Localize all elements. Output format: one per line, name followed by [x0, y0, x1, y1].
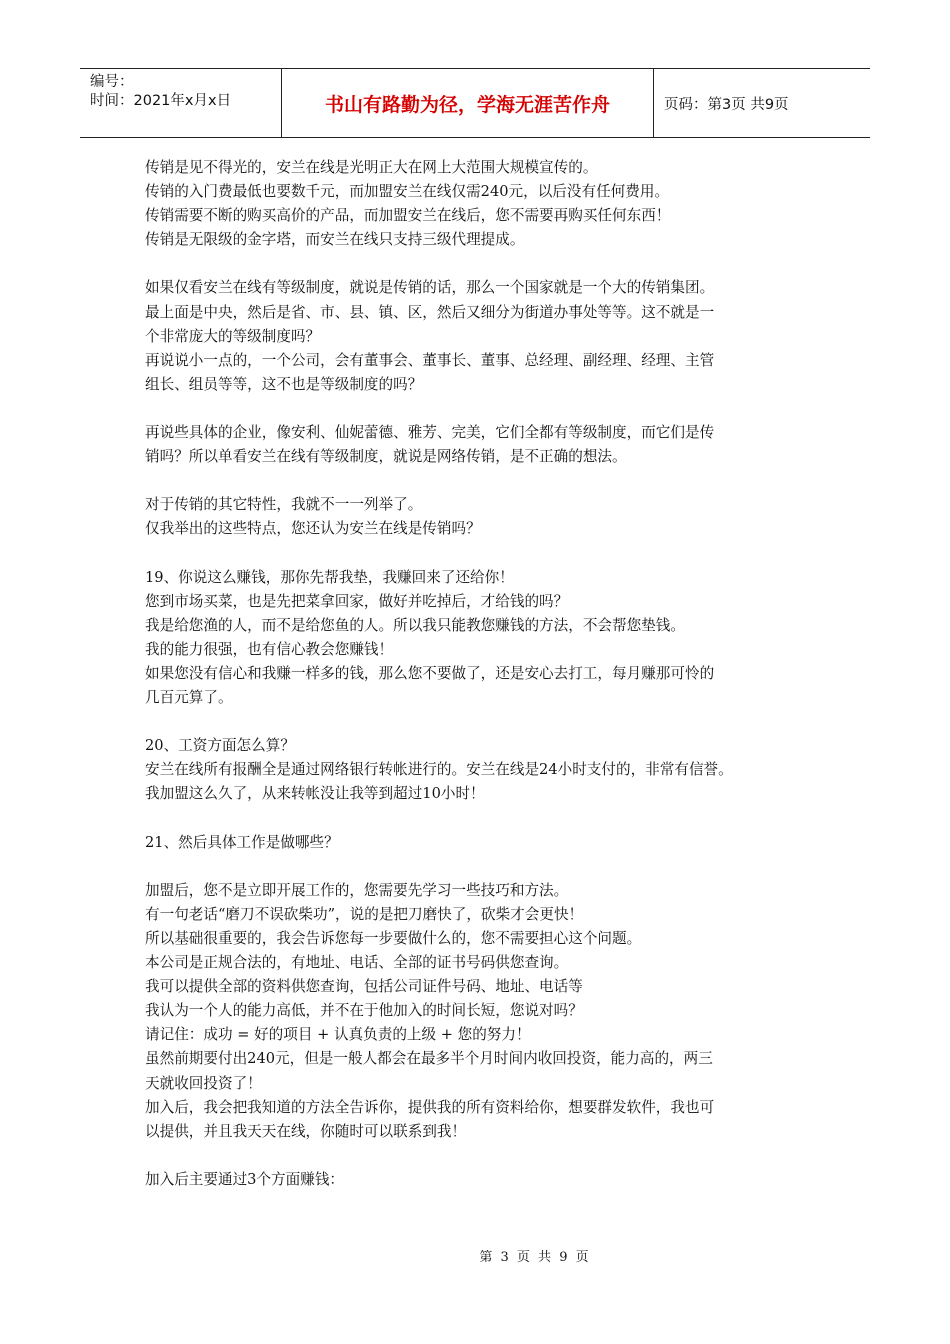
text-line: 虽然前期要付出240元，但是一般人都会在最多半个月时间内收回投资，能力高的，两三 [145, 1050, 713, 1068]
footer-page-number: 第 3 页 共 9 页 [479, 1250, 591, 1265]
text-line: 加入后主要通过3个方面赚钱： [145, 1170, 345, 1188]
text-line: 我认为一个人的能力高低，并不在于他加入的时间长短，您说对吗？ [145, 1002, 583, 1020]
text-line: 所以基础很重要的，我会告诉您每一步要做什么的，您不需要担心这个问题。 [145, 930, 642, 947]
paragraph-gap [145, 542, 825, 566]
time-label: 时间：2021年x月x日 [90, 93, 232, 109]
text-line: 仅我举出的这些特点，您还认为安兰在线是传销吗？ [145, 520, 481, 538]
text-line: 以提供，并且我天天在线，你随时可以联系到我！ [145, 1122, 467, 1140]
text-line: 再说说小一点的，一个公司，会有董事会、董事长、董事、总经理、副经理、经理、主管 [145, 351, 715, 369]
text-line: 天就收回投资了！ [145, 1074, 262, 1092]
paragraph-gap [145, 1144, 825, 1168]
paragraph-gap [145, 807, 825, 831]
text-line: 销吗？所以单看安兰在线有等级制度，就说是网络传销，是不正确的想法。 [145, 448, 627, 466]
text-line: 传销的入门费最低也要数千元，而加盟安兰在线仅需240元，以后没有任何费用。 [145, 183, 670, 201]
header-motto: 书山有路勤为径，学海无涯苦作舟 [282, 69, 654, 137]
text-line: 传销是见不得光的，安兰在线是光明正大在网上大范围大规模宣传的。 [145, 159, 598, 176]
text-line: 加入后，我会把我知道的方法全告诉你，提供我的所有资料给你，想要群发软件，我也可 [145, 1098, 715, 1116]
paragraph-gap [145, 469, 825, 493]
text-line: 我可以提供全部的资料供您查询，包括公司证件号码、地址、电话等 [145, 978, 583, 996]
page-footer [0, 1246, 950, 1265]
text-line: 组长、组员等等，这不也是等级制度的吗？ [145, 375, 423, 393]
document-body [145, 156, 825, 1192]
text-line: 20、工资方面怎么算？ [145, 737, 295, 755]
text-line: 19、你说这么赚钱，那你先帮我垫，我赚回来了还给你！ [145, 568, 514, 586]
page-header [80, 68, 870, 138]
paragraph-gap [145, 252, 825, 276]
text-line: 有一句老话“磨刀不误砍柴功”，说的是把刀磨快了，砍柴才会更快！ [145, 905, 584, 923]
text-line: 对于传销的其它特性，我就不一一列举了。 [145, 496, 423, 514]
text-line: 请记住：成功 = 好的项目 + 认真负责的上级 + 您的努力！ [145, 1026, 531, 1044]
text-line: 安兰在线所有报酬全是通过网络银行转帐进行的。安兰在线是24小时支付的，非常有信誉。 [145, 761, 733, 779]
text-line: 我加盟这么久了，从来转帐没让我等到超过10小时！ [145, 785, 485, 803]
serial-label: 编号： [90, 74, 134, 90]
text-line: 个非常庞大的等级制度吗？ [145, 327, 321, 345]
text-line: 传销需要不断的购买高价的产品，而加盟安兰在线后，您不需要再购买任何东西！ [145, 207, 671, 225]
header-page-label: 页码：第3页 共9页 [664, 96, 789, 113]
text-line: 如果您没有信心和我赚一样多的钱，那么您不要做了，还是安心去打工，每月赚那可怜的 [145, 664, 715, 682]
paragraph-gap [145, 397, 825, 421]
text-line: 如果仅看安兰在线有等级制度，就说是传销的话，那么一个国家就是一个大的传销集团。 [145, 279, 715, 297]
text-line: 我是给您渔的人，而不是给您鱼的人。所以我只能教您赚钱的方法，不会帮您垫钱。 [145, 616, 685, 634]
text-line: 本公司是正规合法的，有地址、电话、全部的证书号码供您查询。 [145, 954, 569, 972]
paragraph-gap [145, 710, 825, 734]
paragraph-gap [145, 855, 825, 879]
text-line: 最上面是中央，然后是省、市、县、镇、区，然后又细分为街道办事处等等。这不就是一 [145, 303, 715, 321]
header-meta [80, 69, 282, 137]
text-line: 几百元算了。 [145, 689, 233, 707]
text-line: 加盟后，您不是立即开展工作的，您需要先学习一些技巧和方法。 [145, 881, 569, 899]
text-line: 您到市场买菜，也是先把菜拿回家，做好并吃掉后，才给钱的吗？ [145, 592, 569, 610]
text-line: 21、然后具体工作是做哪些？ [145, 833, 339, 851]
text-line: 我的能力很强，也有信心教会您赚钱！ [145, 640, 394, 658]
text-line: 传销是无限级的金字塔，而安兰在线只支持三级代理提成。 [145, 231, 525, 249]
text-line: 再说些具体的企业，像安利、仙妮蕾德、雅芳、完美，它们全都有等级制度，而它们是传 [145, 424, 715, 442]
